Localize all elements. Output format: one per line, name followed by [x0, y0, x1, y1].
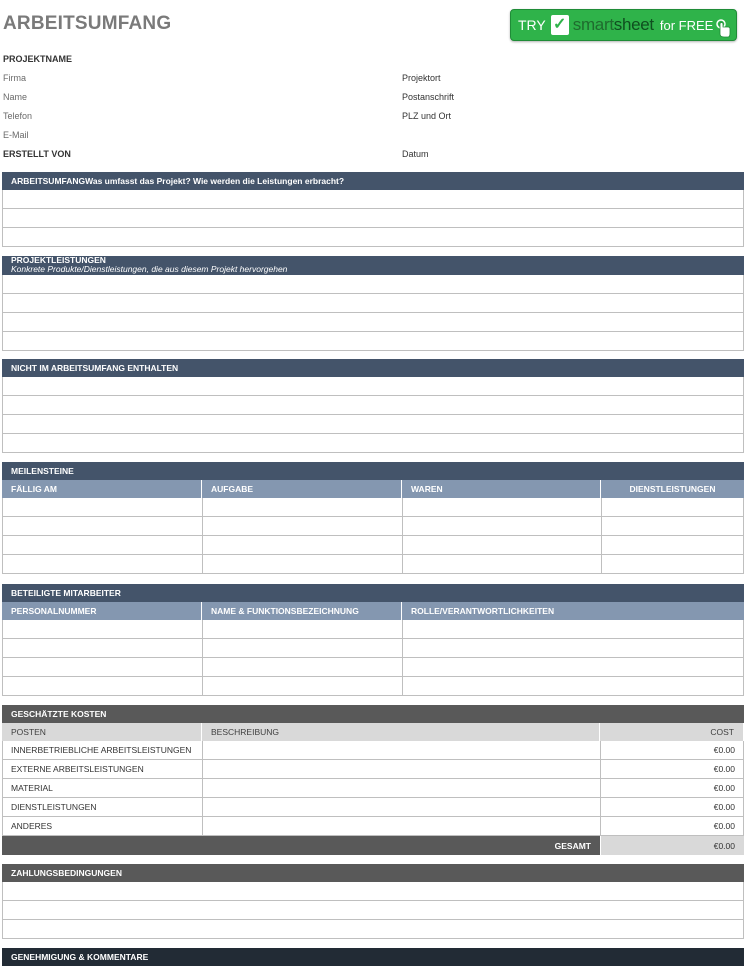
scope-section [2, 172, 744, 247]
costs-col-description: BESCHREIBUNG [202, 723, 600, 741]
staff-row [2, 677, 744, 696]
try-smartsheet-button[interactable] [510, 9, 737, 41]
cost-value[interactable]: €0.00 [713, 821, 735, 831]
cell[interactable] [403, 658, 743, 676]
cta-try-label: TRY [518, 17, 546, 33]
milestones-row [2, 536, 744, 555]
cost-item: DIENSTLEISTUNGEN [3, 798, 203, 816]
approval-header: GENEHMIGUNG & KOMMENTARE [2, 948, 744, 966]
date-label: Datum [402, 149, 429, 159]
cost-description[interactable] [203, 741, 601, 759]
cell[interactable] [403, 555, 602, 573]
deliverables-title: PROJEKTLEISTUNGEN [11, 255, 106, 265]
project-location-label: Projektort [402, 73, 441, 83]
staff-col-name: NAME & FUNKTIONSBEZEICHNUNG [202, 602, 402, 620]
cell[interactable] [203, 620, 403, 638]
cell[interactable] [203, 536, 403, 554]
deliverables-row[interactable] [2, 275, 744, 294]
cell[interactable] [403, 677, 743, 695]
cta-free-label: for FREE [659, 17, 714, 33]
deliverables-row[interactable] [2, 332, 744, 351]
cell[interactable] [203, 639, 403, 657]
cost-description[interactable] [203, 817, 601, 835]
cta-brand [573, 15, 654, 35]
scope-row[interactable] [2, 190, 744, 209]
payment-row[interactable] [2, 920, 744, 939]
cost-item: MATERIAL [3, 779, 203, 797]
costs-col-cost: COST [600, 723, 744, 741]
milestones-col-goods: WAREN [402, 480, 601, 498]
cell[interactable] [3, 555, 203, 573]
scope-row[interactable] [2, 228, 744, 247]
cell[interactable] [602, 555, 743, 573]
approval-section [2, 948, 744, 966]
costs-total-value: €0.00 [600, 836, 744, 855]
milestones-header: MEILENSTEINE [2, 462, 744, 480]
milestones-row [2, 498, 744, 517]
costs-header: GESCHÄTZTE KOSTEN [2, 705, 744, 723]
project-name-label: PROJEKTNAME [3, 54, 73, 64]
excluded-section [2, 359, 744, 453]
excluded-row[interactable] [2, 377, 744, 396]
cell[interactable] [403, 536, 602, 554]
excluded-header: NICHT IM ARBEITSUMFANG ENTHALTEN [2, 359, 744, 377]
costs-row [2, 741, 744, 760]
payment-row[interactable] [2, 882, 744, 901]
cost-value[interactable]: €0.00 [713, 783, 735, 793]
cell[interactable] [602, 498, 743, 516]
milestones-col-services: DIENSTLEISTUNGEN [629, 484, 716, 494]
costs-row [2, 798, 744, 817]
staff-row [2, 639, 744, 658]
staff-header: BETEILIGTE MITARBEITER [2, 584, 744, 602]
staff-col-role: ROLLE/VERANTWORTLICHKEITEN [411, 606, 555, 616]
cell[interactable] [3, 639, 203, 657]
milestones-col-task: AUFGABE [202, 480, 402, 498]
cta-brand-sheet: sheet [613, 15, 654, 34]
cta-brand-smart: smart [572, 15, 614, 34]
cost-description[interactable] [203, 760, 601, 778]
deliverables-section [2, 256, 744, 351]
cell[interactable] [203, 498, 403, 516]
milestones-col-due: FÄLLIG AM [2, 480, 202, 498]
pointer-hand-icon [714, 18, 732, 38]
costs-col-item: POSTEN [2, 723, 202, 741]
payment-section [2, 864, 744, 939]
cell[interactable] [203, 658, 403, 676]
costs-total-row [2, 836, 744, 855]
excluded-row[interactable] [2, 415, 744, 434]
company-label: Firma [3, 73, 26, 83]
staff-row [2, 658, 744, 677]
cell[interactable] [3, 498, 203, 516]
deliverables-header [2, 256, 744, 275]
cell[interactable] [203, 555, 403, 573]
excluded-row[interactable] [2, 434, 744, 453]
cell[interactable] [3, 536, 203, 554]
staff-column-headers [2, 602, 744, 620]
staff-row [2, 620, 744, 639]
milestones-section [2, 462, 744, 574]
deliverables-subtitle: Konkrete Produkte/Dienstleistungen, die aus diesem Projekt hervorgehen [11, 264, 288, 274]
costs-row [2, 779, 744, 798]
name-label: Name [3, 92, 28, 102]
excluded-row[interactable] [2, 396, 744, 415]
cost-value[interactable]: €0.00 [713, 764, 735, 774]
cost-description[interactable] [203, 779, 601, 797]
cell[interactable] [203, 677, 403, 695]
deliverables-row[interactable] [2, 294, 744, 313]
milestones-row [2, 517, 744, 536]
scope-header: ARBEITSUMFANGWas umfasst das Projekt? Wie werden die Leistungen erbracht? [2, 172, 744, 190]
deliverables-row[interactable] [2, 313, 744, 332]
cost-item: ANDERES [3, 817, 203, 835]
phone-label: Telefon [3, 111, 33, 121]
cell[interactable] [602, 536, 743, 554]
milestones-column-headers [2, 480, 744, 498]
cell[interactable] [3, 620, 203, 638]
scope-row[interactable] [2, 209, 744, 228]
cost-item: INNERBETRIEBLICHE ARBEITSLEISTUNGEN [3, 741, 203, 759]
payment-header: ZAHLUNGSBEDINGUNGEN [2, 864, 744, 882]
cell[interactable] [3, 677, 203, 695]
staff-section [2, 584, 744, 696]
cost-value[interactable]: €0.00 [713, 802, 735, 812]
checkmark-icon: ✓ [551, 15, 569, 35]
cost-value[interactable]: €0.00 [713, 745, 735, 755]
zip-city-label: PLZ und Ort [402, 111, 452, 121]
costs-row [2, 760, 744, 779]
payment-row[interactable] [2, 901, 744, 920]
address-label: Postanschrift [402, 92, 455, 102]
cell[interactable] [403, 620, 743, 638]
cost-item: EXTERNE ARBEITSLEISTUNGEN [3, 760, 203, 778]
cell[interactable] [3, 517, 203, 535]
cell[interactable] [3, 658, 203, 676]
cost-description[interactable] [203, 798, 601, 816]
created-by-label: ERSTELLT VON [3, 149, 71, 159]
cell[interactable] [602, 517, 743, 535]
costs-total-label: GESAMT [2, 836, 600, 855]
cell[interactable] [403, 639, 743, 657]
milestones-row [2, 555, 744, 574]
costs-section [2, 705, 744, 855]
cell[interactable] [203, 517, 403, 535]
email-label: E-Mail [3, 130, 29, 140]
costs-row [2, 817, 744, 836]
page-title: ARBEITSUMFANG [3, 13, 172, 34]
cell[interactable] [403, 517, 602, 535]
costs-column-headers [2, 723, 744, 741]
cell[interactable] [403, 498, 602, 516]
staff-col-id: PERSONALNUMMER [2, 602, 202, 620]
